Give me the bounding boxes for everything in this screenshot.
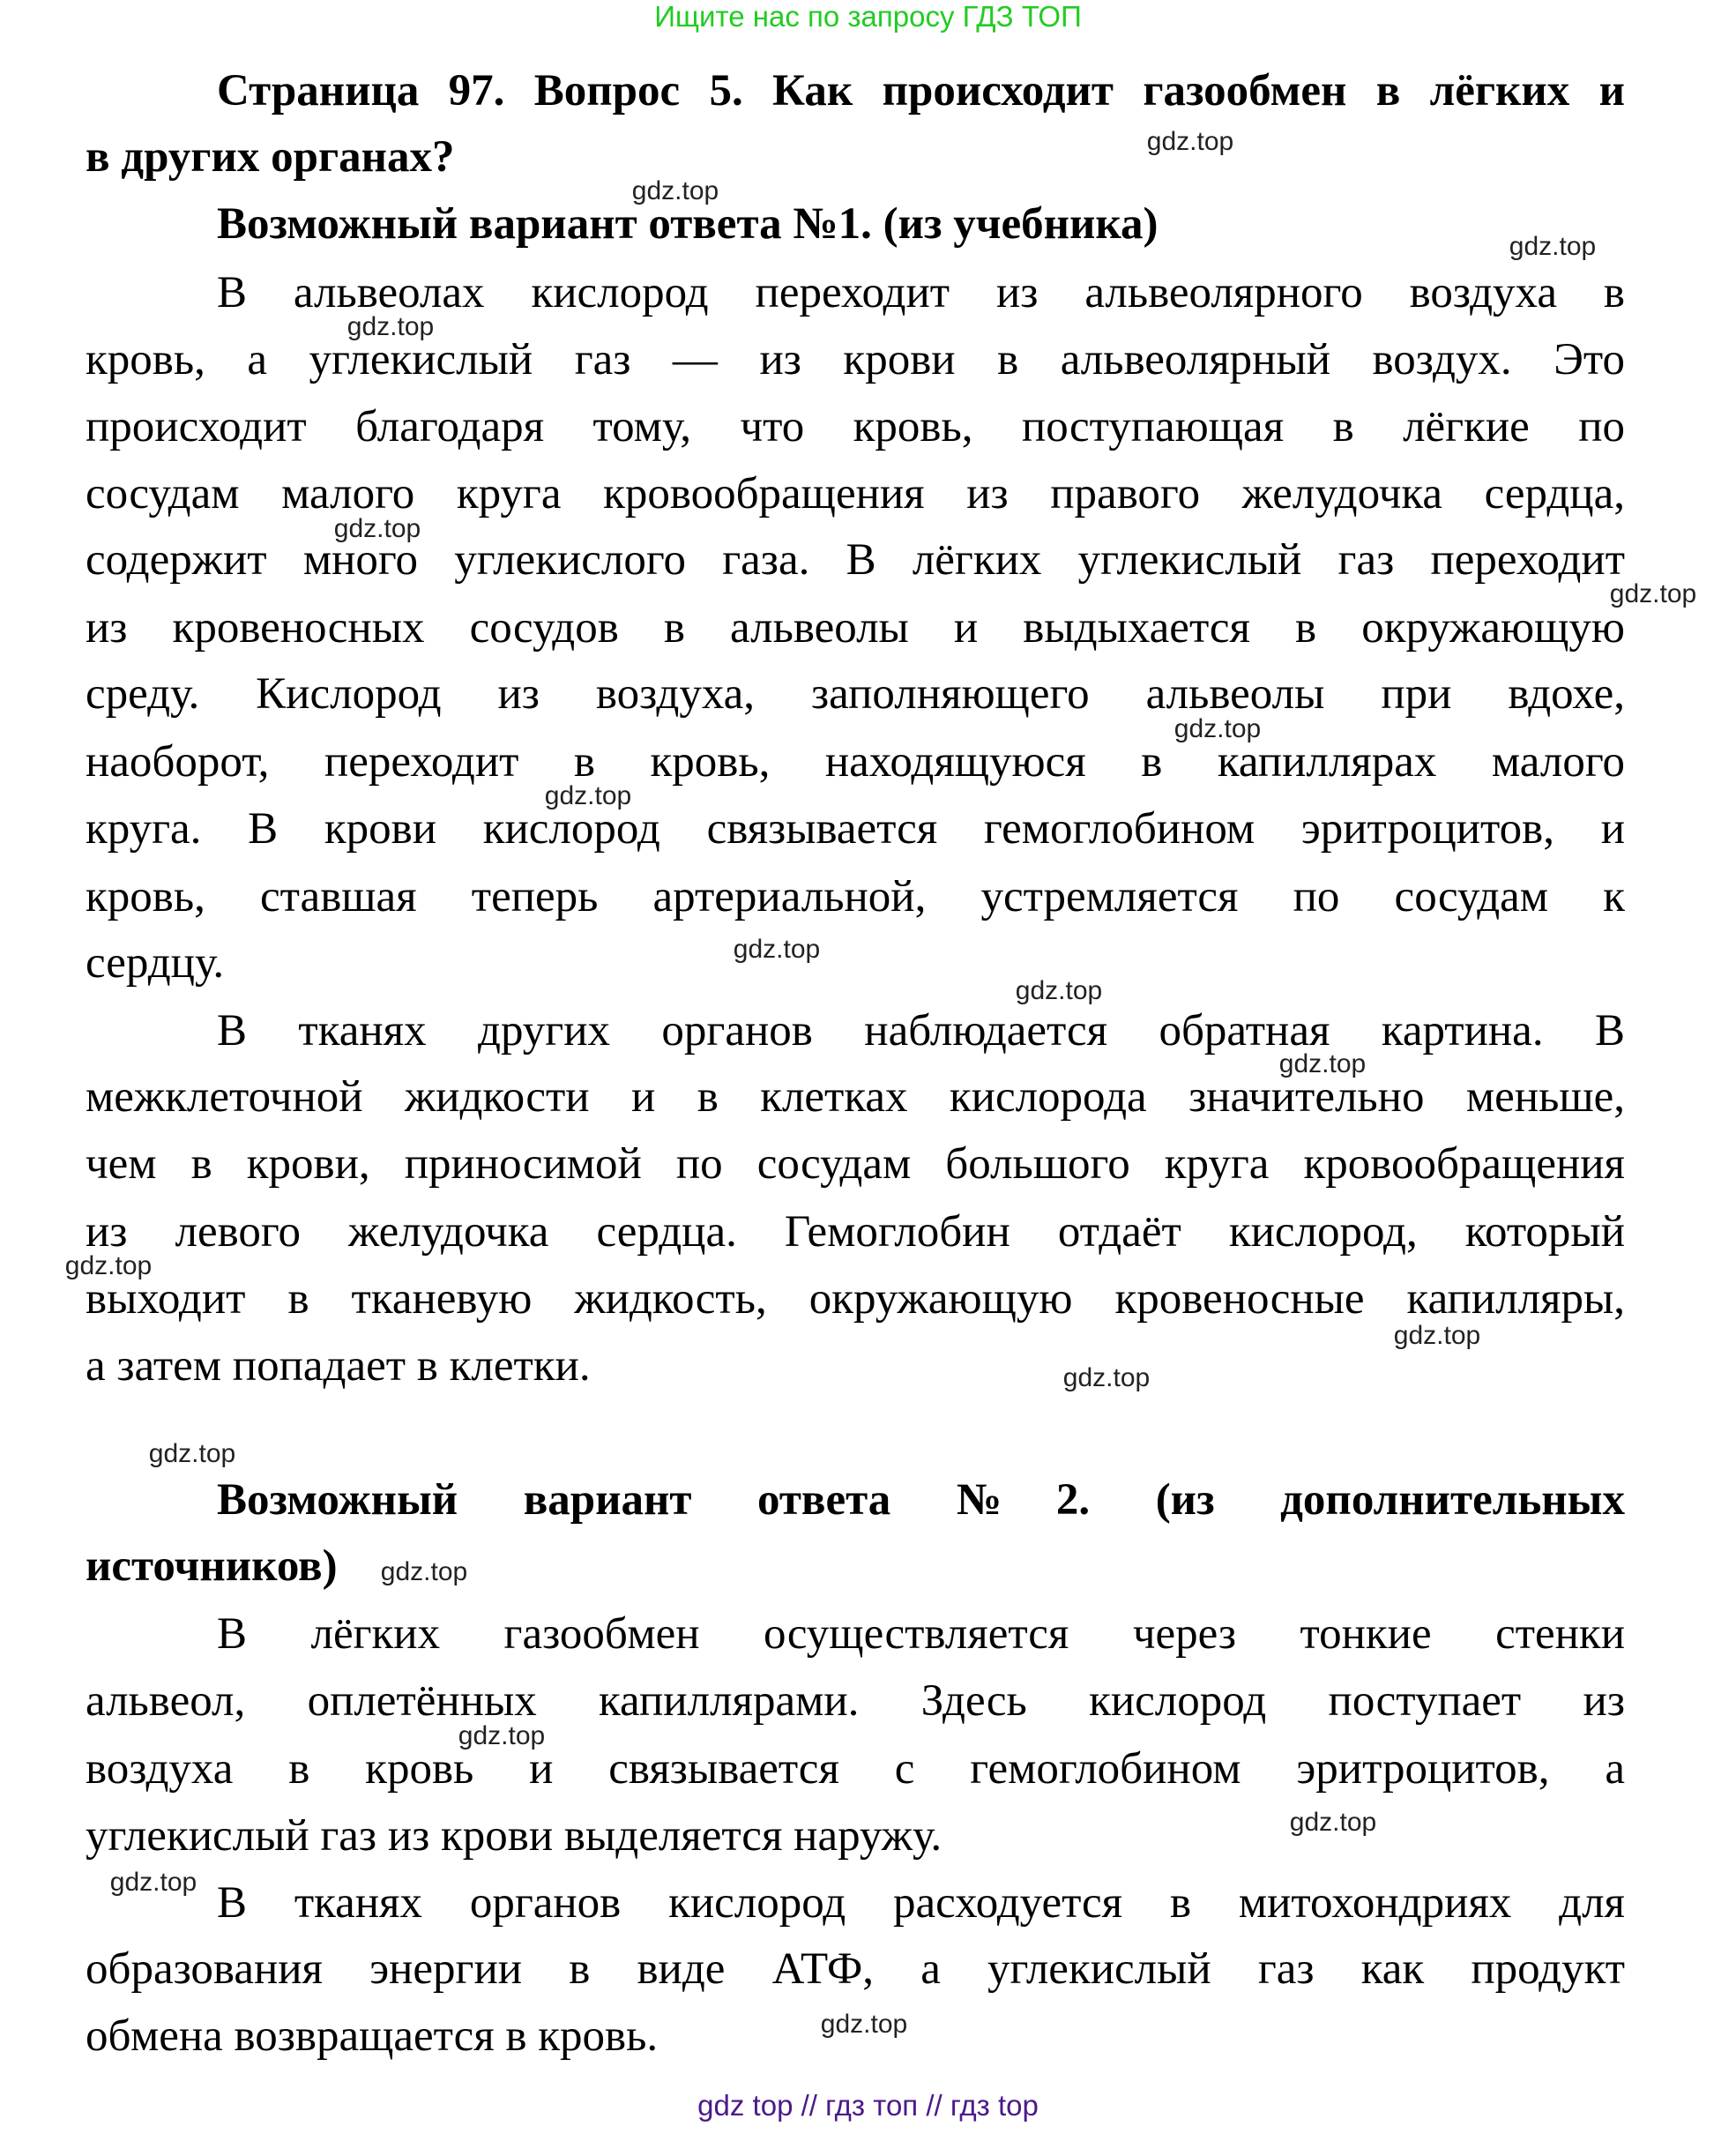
watermark: gdz.top	[333, 514, 421, 543]
text-line: Возможный вариант ответа №1. (из учебника)	[217, 199, 1159, 249]
text-line: сердцу.	[86, 938, 225, 988]
footer-links[interactable]: gdz top // гдз топ // гдз top	[697, 2089, 1039, 2122]
text-line: наоборот, переходит в кровь, находящуюся в капиллярах малого	[86, 737, 1625, 787]
text-line: из кровеносных сосудов в альвеолы и выдыхается в окружающую	[86, 603, 1625, 653]
text-line: выходит в тканевую жидкость, окружающую кровеносные капилляры,	[86, 1274, 1625, 1324]
text-line: образования энергии в виде АТФ, а углекислый газ как продукт	[86, 1944, 1625, 1994]
text-line: из левого желудочка сердца. Гемоглобин отдаёт кислород, который	[86, 1207, 1625, 1257]
text-line: кровь, ставшая теперь артериальной, устремляется по сосудам к	[86, 872, 1625, 921]
text-line: среду. Кислород из воздуха, заполняющего альвеолы при вдохе,	[86, 669, 1625, 719]
text-line: альвеол, оплетённых капиллярами. Здесь кислород поступает из	[86, 1676, 1625, 1726]
text-line: Возможный вариант ответа №2. (из дополнительных	[217, 1475, 1625, 1525]
text-line: источников)	[86, 1541, 338, 1591]
watermark: gdz.top	[148, 1439, 236, 1468]
watermark: gdz.top	[1278, 1049, 1367, 1078]
watermark: gdz.top	[64, 1251, 153, 1280]
text-line: воздуха в кровь и связывается с гемоглобином эритроцитов, а	[86, 1744, 1625, 1794]
text-line: межклеточной жидкости и в клетках кислорода значительно меньше,	[86, 1072, 1625, 1122]
text-line: обмена возвращается в кровь.	[86, 2011, 659, 2061]
watermark: gdz.top	[458, 1721, 546, 1750]
watermark: gdz.top	[1062, 1363, 1151, 1392]
watermark: gdz.top	[1393, 1321, 1481, 1350]
watermark: gdz.top	[380, 1557, 468, 1586]
text-line: в других органах?	[86, 132, 455, 182]
watermark: gdz.top	[1015, 976, 1103, 1005]
watermark: gdz.top	[1173, 714, 1262, 743]
text-line: углекислый газ из крови выделяется наружу.	[86, 1811, 943, 1861]
watermark: gdz.top	[346, 312, 435, 341]
text-line: Страница 97. Вопрос 5. Как происходит газообмен в лёгких и	[217, 66, 1625, 116]
text-line: происходит благодаря тому, что кровь, поступающая в лёгкие по	[86, 402, 1625, 451]
text-line: В альвеолах кислород переходит из альвеолярного воздуха в	[217, 268, 1625, 317]
text-line: В лёгких газообмен осуществляется через тонкие стенки	[217, 1609, 1625, 1659]
text-line: а затем попадает в клетки.	[86, 1341, 591, 1391]
search-hint-banner: Ищите нас по запросу ГДЗ ТОП	[654, 0, 1082, 33]
watermark: gdz.top	[733, 935, 821, 964]
text-line: В тканях органов кислород расходуется в митохондриях для	[217, 1878, 1625, 1928]
watermark: gdz.top	[1146, 127, 1234, 156]
text-line: сосудам малого круга кровообращения из правого желудочка сердца,	[86, 469, 1625, 518]
text-line: содержит много углекислого газа. В лёгких углекислый газ переходит	[86, 535, 1625, 585]
watermark: gdz.top	[1509, 232, 1597, 261]
watermark: gdz.top	[631, 176, 719, 205]
watermark: gdz.top	[820, 2010, 908, 2039]
text-line: чем в крови, приносимой по сосудам большого круга кровообращения	[86, 1139, 1625, 1189]
watermark: gdz.top	[544, 781, 632, 810]
watermark: gdz.top	[109, 1868, 197, 1897]
watermark: gdz.top	[1289, 1808, 1377, 1837]
text-line: кровь, а углекислый газ — из крови в альвеолярный воздух. Это	[86, 335, 1625, 384]
text-line: В тканях других органов наблюдается обратная картина. В	[217, 1006, 1625, 1056]
text-line: круга. В крови кислород связывается гемоглобином эритроцитов, и	[86, 804, 1625, 854]
watermark: gdz.top	[1609, 579, 1697, 608]
